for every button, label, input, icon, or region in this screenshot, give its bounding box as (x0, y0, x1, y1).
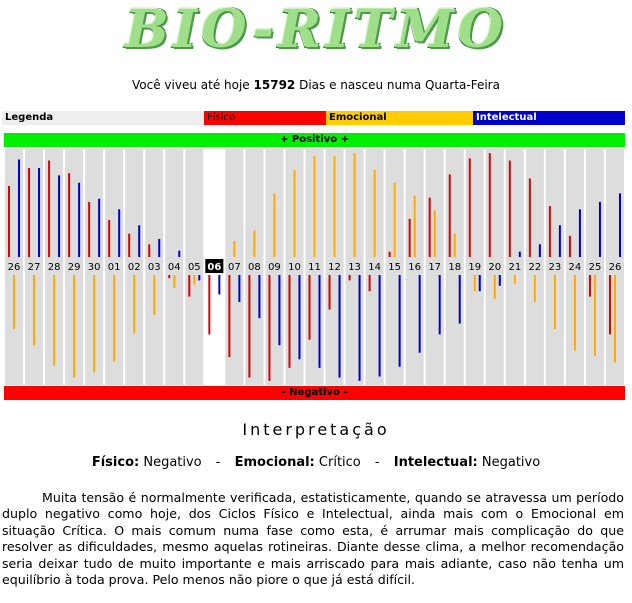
interpretation-paragraph: Muita tensão é normalmente verificada, estatisticamente, quando se atravessa um período duplo negativo como hoje, dos Ciclos Físico e Intelectual, ainda mais com o Emocional em situação Crítica. O mais comum numa fase como esta, é arrumar mais complicação do que resolver as dificuldades, mesmo aquelas rotineiras. Diante desse clima, a melhor recomendação seria deixar tudo de muito importante e mais arriscado para mais adiante, caso não tenha um equilíbrio à toda prova. Pelo menos não piore o que já está difícil. (2, 490, 624, 588)
today-label: 06 (207, 262, 222, 273)
day-label: 24 (568, 262, 582, 273)
logo (0, 0, 632, 64)
chart-svg (4, 149, 625, 385)
day-label: 29 (67, 262, 81, 273)
day-label: 07 (228, 262, 241, 273)
day-label: 16 (408, 262, 422, 273)
cycle-status (0, 455, 632, 470)
day-label: 05 (187, 262, 201, 273)
negative-bar: - Negativo - (4, 386, 625, 400)
day-label: 19 (468, 262, 482, 273)
legend-fisico: Físico (204, 111, 326, 125)
separator: - (215, 455, 221, 470)
day-label: 17 (428, 262, 442, 273)
day-label: 28 (47, 262, 61, 273)
day-label: 21 (508, 262, 522, 273)
day-label: 18 (448, 262, 462, 273)
day-label: 30 (87, 262, 101, 273)
logo-text: BIO-RITMO (124, 0, 508, 60)
day-label: 26 (7, 262, 21, 273)
lived-summary (0, 78, 632, 92)
biorhythm-chart (4, 149, 625, 385)
legend (2, 111, 625, 125)
day-label: 20 (488, 262, 502, 273)
day-label: 09 (268, 262, 281, 273)
separator: - (374, 455, 380, 470)
day-label: 03 (147, 262, 161, 273)
day-label: 22 (528, 262, 542, 273)
day-label: 08 (248, 262, 261, 273)
day-label: 14 (368, 262, 381, 273)
summary-prefix: Você viveu até hoje (132, 78, 250, 92)
legend-intelectual: Intelectual (473, 111, 625, 125)
day-label: 13 (348, 262, 361, 273)
day-label: 11 (308, 262, 321, 273)
day-label: 15 (388, 262, 401, 273)
day-label: 25 (588, 262, 602, 273)
fisico-label: Físico: (91, 455, 140, 470)
fisico-value: Negativo (143, 455, 202, 470)
intelectual-value: Negativo (481, 455, 541, 470)
day-label: 26 (608, 262, 622, 273)
emocional-value: Crítico (318, 455, 361, 470)
interpretation-title: Interpretação (242, 420, 390, 439)
day-label: 12 (328, 262, 341, 273)
positive-bar: + Positivo + (4, 133, 625, 147)
day-label: 01 (107, 262, 121, 273)
emocional-label: Emocional: (234, 455, 315, 470)
day-label: 10 (288, 262, 301, 273)
day-label: 02 (127, 262, 141, 273)
day-label: 27 (27, 262, 41, 273)
day-label: 23 (548, 262, 562, 273)
day-label: 04 (167, 262, 181, 273)
intelectual-label: Intelectual: (393, 455, 478, 470)
summary-suffix: Dias e nasceu numa Quarta-Feira (299, 78, 500, 92)
legend-emocional: Emocional (326, 111, 473, 125)
legend-title: Legenda (2, 111, 204, 125)
days-count: 15792 (253, 78, 296, 92)
